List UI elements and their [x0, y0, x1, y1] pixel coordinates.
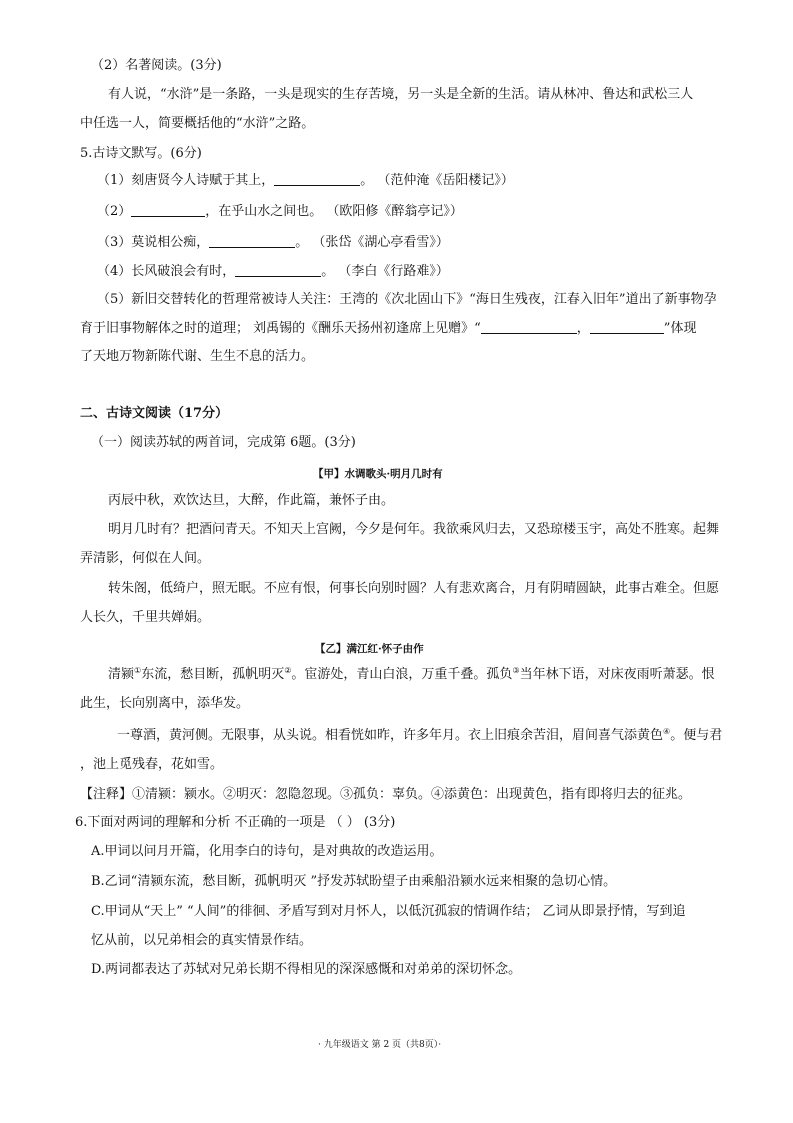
page-footer: · 九年级语文 第 2 页（共8页）· [318, 1040, 442, 1050]
footnote-marker: ④ [663, 727, 671, 736]
q5-item-5-line2 [80, 320, 696, 338]
answer-blank[interactable] [590, 320, 664, 334]
q5-item-5-comma: ， [576, 321, 590, 336]
q5-item-5-line3: 了天地万物新陈代谢、生生不息的活力。 [80, 349, 315, 364]
poem-b-text: 当年林下语，对床夜雨听萧瑟。恨 [519, 667, 715, 682]
poem-b-text: 东流，愁目断，孤帆明灭 [141, 667, 285, 682]
q6-option-c-line2[interactable]: 忆从前，以兄弟相会的真实情景作结。 [91, 933, 313, 948]
poem-a-stanza1-line2: 弄清影，何似在人间。 [80, 551, 211, 566]
q6-option-d[interactable]: D.两词都表达了苏轼对兄弟长期不得相见的深深感慨和对弟弟的深切怀念。 [91, 962, 522, 977]
answer-blank[interactable] [481, 320, 577, 334]
poem-b-stanza2-line2: ，池上觅残春，花如雪。 [80, 757, 224, 772]
q5-item-3-prompt: （3）莫说相公痴， [97, 235, 210, 250]
q5-item-4 [97, 263, 449, 281]
poem-a-stanza1-line1: 明月几时有？把酒问青天。不知天上宫阙，今夕是何年。我欲乘风归去，又恐琼楼玉宇，高处不胜寒。起舞 [108, 522, 720, 537]
q5-item-2-prompt: （2） [97, 204, 132, 219]
poem-b-text: 清颍 [108, 667, 135, 682]
q5-item-4-source: 。 （李白《行路难》） [321, 264, 449, 279]
q5-item-1 [97, 172, 514, 190]
q5-item-4-prompt: （4）长风破浪会有时， [97, 264, 236, 279]
q6-option-a[interactable]: A.甲词以问月开篇，化用李白的诗句，是对典故的改造运用。 [91, 844, 443, 859]
poem-b-title: 【乙】满江红·怀子由作 [315, 643, 424, 655]
footnote-marker: ① [134, 666, 142, 675]
poem-b-text: 一尊酒，黄河侧。无限事，从头说。相看恍如昨，许多年月。衣上旧痕余苦泪，眉间喜气添黄色 [117, 728, 664, 743]
q5-item-3 [97, 234, 449, 252]
q6-stem: 6.下面对两词的理解和分析 不正确的一项是 （ ） (3分) [75, 815, 396, 830]
q5-item-2-source: ，在乎山水之间也。 （欧阳修《醉翁亭记》） [205, 204, 463, 219]
answer-blank[interactable] [209, 234, 295, 248]
annotations: 【注释】①清颍：颍水。②明灭：忽隐忽现。③孤负：辜负。④添黄色：出现黄色，指有即将归去的征兆。 [80, 787, 692, 802]
q4-2-text-line1: 有人说，“水浒”是一条路，一头是现实的生存苦境，另一头是全新的生活。请从林冲、鲁达和武松三人 [108, 87, 694, 102]
q4-2-text-line2: 中任选一人，简要概括他的“水浒”之路。 [80, 116, 315, 131]
poem-a-stanza2-line1: 转朱阁，低绮户，照无眠。不应有恨，何事长向别时圆？人有悲欢离合，月有阴晴圆缺，此事古难全。但愿 [108, 581, 720, 596]
q4-2-heading: （2）名著阅读。(3分) [91, 58, 222, 73]
q5-item-5-line1: （5）新旧交替转化的哲理常被诗人关注：王湾的《次北固山下》“海日生残夜，江春入旧年”道出了新事物孕 [97, 292, 717, 307]
q5-item-5-suffix: ”体现 [663, 321, 697, 336]
q5-item-5-prompt: 育于旧事物解体之时的道理； 刘禹锡的《酬乐天扬州初逢席上见赠》“ [80, 321, 481, 336]
poem-b-stanza2-line1 [117, 727, 722, 745]
q5-item-1-source: 。 （范仲淹《岳阳楼记》） [360, 173, 514, 188]
q5-item-2 [97, 203, 463, 221]
poem-b-stanza1-line2: 此生，长向别离中，添华发。 [80, 696, 250, 711]
footnote-marker: ② [284, 666, 292, 675]
poem-b-text: 。宦游处，青山白浪，万重千叠。孤负 [291, 667, 513, 682]
q5-heading: 5.古诗文默写。(6分) [80, 146, 202, 161]
section-2-heading: 二、古诗文阅读（17分） [80, 406, 229, 421]
poem-a-stanza2-line2: 人长久，千里共婵娟。 [80, 610, 211, 625]
footnote-marker: ③ [512, 666, 520, 675]
section-2-subheading: （一）阅读苏轼的两首词，完成第 6题。(3分) [91, 435, 356, 450]
poem-a-title: 【甲】水调歌头·明月几时有 [313, 468, 443, 480]
poem-b-stanza1-line1 [108, 666, 715, 684]
q5-item-1-prompt: （1）刻唐贤今人诗赋于其上， [97, 173, 275, 188]
answer-blank[interactable] [274, 172, 360, 186]
q6-option-c-line1[interactable]: C.甲词从“天上” “人间”的徘徊、矛盾写到对月怀人，以低沉孤寂的情调作结； 乙词从即景抒情，写到追 [91, 904, 686, 919]
poem-b-text: 。便与君 [670, 728, 723, 743]
answer-blank[interactable] [131, 203, 205, 217]
q5-item-3-source: 。 （张岱《湖心亭看雪》） [295, 235, 449, 250]
answer-blank[interactable] [235, 263, 321, 277]
poem-a-preface: 丙辰中秋，欢饮达旦，大醉，作此篇，兼怀子由。 [108, 493, 395, 508]
q6-option-b[interactable]: B.乙词“清颍东流，愁目断，孤帆明灭 ”抒发苏轼盼望子由乘船沿颍水远来相聚的急切心情。 [91, 874, 617, 889]
